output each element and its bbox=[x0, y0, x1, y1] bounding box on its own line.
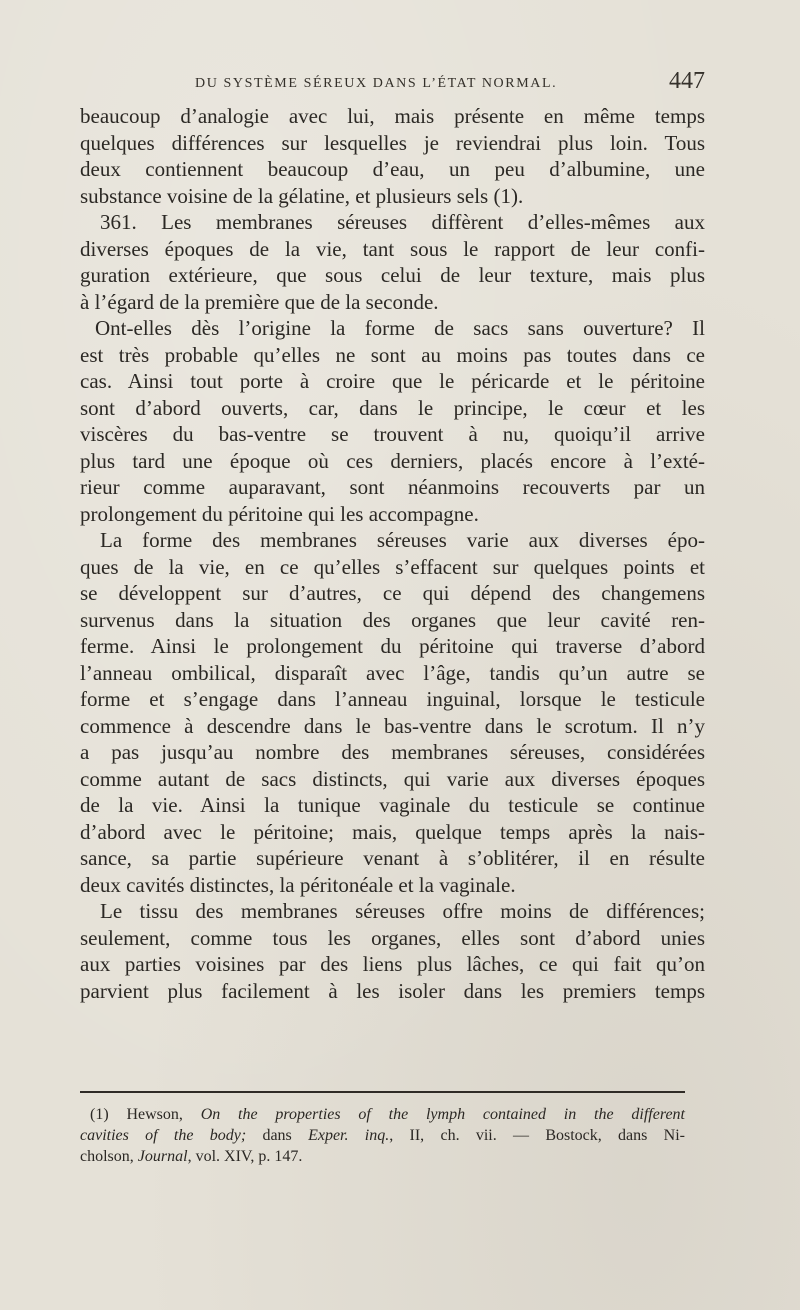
text-line: viscères du bas-ventre se trouvent à nu, quoiqu’il arrive bbox=[80, 422, 705, 446]
text-line: cas. Ainsi tout porte à croire que le péricarde et le péritoine bbox=[80, 369, 705, 393]
running-head: DU SYSTÈME SÉREUX DANS L’ÉTAT NORMAL. bbox=[195, 76, 558, 91]
text-line: plus tard une époque où ces derniers, placés encore à l’exté- bbox=[80, 448, 705, 473]
text-line: d’abord avec le péritoine; mais, quelque temps après la nais- bbox=[80, 819, 705, 844]
text-line: quelques différences sur lesquelles je reviendrai plus loin. Tous bbox=[80, 130, 705, 155]
text-line: parvient plus facilement à les isoler dans les premiers temps bbox=[80, 978, 705, 1003]
text-line: de la vie. Ainsi la tunique vaginale du testicule se continue bbox=[80, 793, 705, 817]
text-line: 361. Les membranes séreuses diffèrent d’elles-mêmes aux bbox=[100, 210, 705, 234]
text-line: survenus dans la situation des organes que leur cavité ren- bbox=[80, 607, 705, 632]
footnote-text: cholson, bbox=[80, 1148, 138, 1165]
text-line: ferme. Ainsi le prolongement du péritoine qui traverse d’abord bbox=[80, 634, 705, 658]
text-line: comme autant de sacs distincts, qui varie aux diverses époques bbox=[80, 766, 705, 791]
footnote-title: cavities of the body; bbox=[80, 1127, 247, 1144]
footnote-text: (1) Hewson, bbox=[90, 1106, 201, 1123]
text-line: est très probable qu’elles ne sont au moins pas toutes dans ce bbox=[80, 342, 705, 367]
text-line: rieur comme auparavant, sont néanmoins recouverts par un bbox=[80, 475, 705, 499]
text-line: Ont-elles dès l’origine la forme de sacs sans ouverture? Il bbox=[95, 316, 705, 340]
text-line: seulement, comme tous les organes, elles sont d’abord unies bbox=[80, 925, 705, 950]
footnote-text: , II, ch. vii. — Bostock, dans Ni- bbox=[389, 1127, 686, 1144]
body-text bbox=[80, 103, 705, 1004]
text-line: prolongement du péritoine qui les accompagne. bbox=[80, 501, 479, 526]
page-header bbox=[195, 66, 705, 102]
text-line: a pas jusqu’au nombre des membranes séreuses, considérées bbox=[80, 740, 705, 764]
footnote bbox=[80, 1104, 685, 1167]
text-line: beaucoup d’analogie avec lui, mais présente en même temps bbox=[80, 104, 705, 128]
footnote-title: On the properties of the lymph contained in the different bbox=[200, 1106, 686, 1123]
footnote-line bbox=[80, 1104, 685, 1125]
text-line: La forme des membranes séreuses varie aux diverses épo- bbox=[100, 528, 705, 552]
footnote-line bbox=[80, 1125, 685, 1146]
text-line: ques de la vie, en ce qu’elles s’effacent sur quelques points et bbox=[80, 554, 705, 579]
text-line: commence à descendre dans le bas-ventre dans le scrotum. Il n’y bbox=[80, 713, 705, 738]
text-line: diverses époques de la vie, tant sous le rapport de leur confi- bbox=[80, 236, 705, 261]
text-line: guration extérieure, que sous celui de leur texture, mais plus bbox=[80, 263, 705, 287]
footnote-text: , vol. XIV, p. 147. bbox=[187, 1148, 303, 1165]
text-line: deux cavités distinctes, la péritonéale et la vaginale. bbox=[80, 872, 516, 897]
text-line: sance, sa partie supérieure venant à s’oblitérer, il en résulte bbox=[80, 846, 705, 870]
text-line: l’anneau ombilical, disparaît avec l’âge, tandis qu’un autre se bbox=[80, 660, 705, 685]
footnote-text: dans bbox=[246, 1127, 309, 1144]
text-line: à l’égard de la première que de la seconde. bbox=[80, 289, 439, 314]
footnote-divider bbox=[80, 1091, 685, 1093]
text-line: se développent sur d’autres, ce qui dépend des changemens bbox=[80, 581, 705, 605]
text-line: forme et s’engage dans l’anneau inguinal, lorsque le testicule bbox=[80, 687, 705, 711]
page-number: 447 bbox=[669, 68, 705, 94]
text-line: deux contiennent beaucoup d’eau, un peu d’albumine, une bbox=[80, 157, 705, 181]
text-line: Le tissu des membranes séreuses offre moins de différences; bbox=[100, 899, 705, 923]
footnote-line bbox=[80, 1146, 685, 1167]
footnote-title: Exper. inq. bbox=[308, 1127, 390, 1144]
footnote-title: Journal bbox=[137, 1148, 188, 1165]
text-line: aux parties voisines par des liens plus lâches, ce qui fait qu’on bbox=[80, 952, 705, 976]
text-line: substance voisine de la gélatine, et plusieurs sels (1). bbox=[80, 183, 524, 208]
text-line: sont d’abord ouverts, car, dans le principe, le cœur et les bbox=[80, 395, 705, 420]
